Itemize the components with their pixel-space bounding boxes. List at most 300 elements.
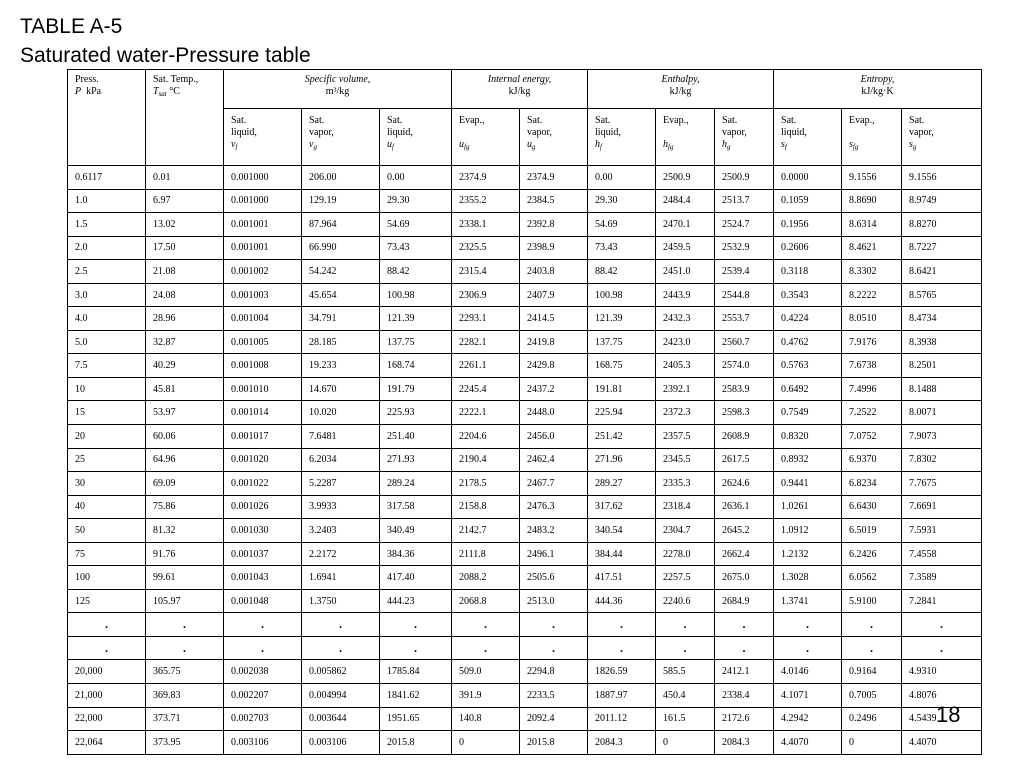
table-cell: 6.0562 (842, 566, 902, 590)
table-cell: 168.74 (380, 354, 452, 378)
table-cell: 444.36 (588, 589, 656, 613)
table-cell: 7.3589 (902, 566, 982, 590)
table-label: TABLE A-5 (20, 15, 123, 38)
table-cell: 0.7549 (774, 401, 842, 425)
header-internal-energy: Internal energy, kJ/kg (452, 70, 588, 109)
table-cell: 2432.3 (656, 307, 715, 331)
table-cell: 8.8690 (842, 189, 902, 213)
table-cell: 88.42 (380, 260, 452, 284)
table-cell: 129.19 (302, 189, 380, 213)
table-cell: 0.9441 (774, 472, 842, 496)
table-cell: 0.3118 (774, 260, 842, 284)
table-cell: 206.00 (302, 166, 380, 190)
table-cell: 2553.7 (715, 307, 774, 331)
table-cell: 0.1956 (774, 213, 842, 237)
table-cell: 0.004994 (302, 684, 380, 708)
table-cell: 7.0752 (842, 425, 902, 449)
table-cell: 2392.1 (656, 377, 715, 401)
table-row (68, 613, 982, 637)
table-cell: 373.95 (146, 731, 224, 755)
table-row (68, 660, 982, 684)
table-cell: . (452, 613, 520, 637)
table-cell: 7.9176 (842, 330, 902, 354)
table-cell: 0.002703 (224, 707, 302, 731)
table-cell: . (774, 613, 842, 637)
table-cell: 2068.8 (452, 589, 520, 613)
table-cell: 1841.62 (380, 684, 452, 708)
table-cell: 2.0 (68, 236, 146, 260)
table-cell: 1.0912 (774, 519, 842, 543)
table-cell: 4.1071 (774, 684, 842, 708)
table-cell: 81.32 (146, 519, 224, 543)
table-cell: . (380, 613, 452, 637)
table-cell: 9.1556 (842, 166, 902, 190)
table-cell: 3.9933 (302, 495, 380, 519)
table-cell: 2233.5 (520, 684, 588, 708)
table-cell: 8.6314 (842, 213, 902, 237)
table-cell: 2598.3 (715, 401, 774, 425)
subheader-cell: Sat. vapor, $h_g$ (715, 109, 774, 166)
table-cell: 2412.1 (715, 660, 774, 684)
header-sat-temp: Sat. Temp., $T_{sat}$ °C (146, 70, 224, 166)
table-cell: 0.4224 (774, 307, 842, 331)
table-cell: 2204.6 (452, 425, 520, 449)
table-cell: 137.75 (380, 330, 452, 354)
table-cell: 100 (68, 566, 146, 590)
table-cell: 2407.9 (520, 283, 588, 307)
table-cell: . (380, 636, 452, 660)
table-cell: . (656, 613, 715, 637)
table-cell: 0.0000 (774, 166, 842, 190)
table-cell: 1785.84 (380, 660, 452, 684)
table-cell: 289.24 (380, 472, 452, 496)
table-cell: 7.8302 (902, 448, 982, 472)
table-cell: 2084.3 (715, 731, 774, 755)
table-cell: 40.29 (146, 354, 224, 378)
table-cell: 2448.0 (520, 401, 588, 425)
table-row (68, 684, 982, 708)
table-cell: 140.8 (452, 707, 520, 731)
table-cell: 0.001026 (224, 495, 302, 519)
table-cell: 2111.8 (452, 542, 520, 566)
table-cell: . (520, 613, 588, 637)
table-cell: . (68, 613, 146, 637)
table-cell: 0.003106 (224, 731, 302, 755)
table-cell: 8.0510 (842, 307, 902, 331)
table-cell: 7.5931 (902, 519, 982, 543)
table-cell: 6.9370 (842, 448, 902, 472)
table-cell: 4.2942 (774, 707, 842, 731)
page-number: 18 (936, 702, 961, 727)
table-cell: 0.001005 (224, 330, 302, 354)
table-cell: 0.001003 (224, 283, 302, 307)
table-cell: . (715, 613, 774, 637)
table-cell: 91.76 (146, 542, 224, 566)
table-cell: . (520, 636, 588, 660)
header-pressure: Press. P kPa (68, 70, 146, 166)
table-cell: 2345.5 (656, 448, 715, 472)
table-cell: 2524.7 (715, 213, 774, 237)
table-row (68, 425, 982, 449)
table-cell: 2505.6 (520, 566, 588, 590)
table-cell: 161.5 (656, 707, 715, 731)
table-cell: 22,000 (68, 707, 146, 731)
table-cell: 88.42 (588, 260, 656, 284)
table-cell: 1.6941 (302, 566, 380, 590)
table-row (68, 636, 982, 660)
table-cell: 22,064 (68, 731, 146, 755)
table-cell: 0.8932 (774, 448, 842, 472)
table-cell: 2414.5 (520, 307, 588, 331)
table-cell: 20 (68, 425, 146, 449)
table-cell: 2560.7 (715, 330, 774, 354)
table-cell: 105.97 (146, 589, 224, 613)
table-cell: 2532.9 (715, 236, 774, 260)
table-cell: 7.2841 (902, 589, 982, 613)
table-cell: 10 (68, 377, 146, 401)
table-cell: 45.654 (302, 283, 380, 307)
table-cell: 21,000 (68, 684, 146, 708)
table-cell: . (656, 636, 715, 660)
table-cell: 2172.6 (715, 707, 774, 731)
table-cell: 30 (68, 472, 146, 496)
table-cell: 2293.1 (452, 307, 520, 331)
table-cell: . (588, 636, 656, 660)
table-cell: 2544.8 (715, 283, 774, 307)
table-cell: 4.4070 (902, 731, 982, 755)
table-cell: . (302, 613, 380, 637)
table-cell: 2278.0 (656, 542, 715, 566)
table-cell: 2467.7 (520, 472, 588, 496)
table-cell: 2325.5 (452, 236, 520, 260)
table-row (68, 707, 982, 731)
table-cell: 0.1059 (774, 189, 842, 213)
table-cell: 2355.2 (452, 189, 520, 213)
table-cell: 32.87 (146, 330, 224, 354)
table-cell: 7.7675 (902, 472, 982, 496)
subheader-cell: Evap., $h_{fg}$ (656, 109, 715, 166)
table-cell: 24.08 (146, 283, 224, 307)
table-cell: 60.06 (146, 425, 224, 449)
table-cell: . (146, 613, 224, 637)
table-cell: 2500.9 (656, 166, 715, 190)
table-cell: 2357.5 (656, 425, 715, 449)
table-cell: 2636.1 (715, 495, 774, 519)
table-cell: 50 (68, 519, 146, 543)
table-cell: 2403.8 (520, 260, 588, 284)
table-row (68, 519, 982, 543)
table-cell: 6.8234 (842, 472, 902, 496)
table-row (68, 401, 982, 425)
table-cell: 2338.1 (452, 213, 520, 237)
table-cell: 87.964 (302, 213, 380, 237)
table-cell: 2.2172 (302, 542, 380, 566)
table-cell: 1.3741 (774, 589, 842, 613)
table-cell: 2451.0 (656, 260, 715, 284)
table-cell: 2092.4 (520, 707, 588, 731)
subheader-cell: Sat. liquid, $v_f$ (224, 109, 302, 166)
table-row (68, 472, 982, 496)
table-cell: 2405.3 (656, 354, 715, 378)
table-cell: 7.6738 (842, 354, 902, 378)
table-cell: 8.0071 (902, 401, 982, 425)
table-cell: 54.242 (302, 260, 380, 284)
table-cell: 2513.0 (520, 589, 588, 613)
table-cell: 0.4762 (774, 330, 842, 354)
table-cell: 2470.1 (656, 213, 715, 237)
table-cell: 125 (68, 589, 146, 613)
table-cell: 7.4558 (902, 542, 982, 566)
table-cell: 0.8320 (774, 425, 842, 449)
table-cell: . (224, 636, 302, 660)
table-cell: 8.3302 (842, 260, 902, 284)
table-cell: 2496.1 (520, 542, 588, 566)
table-cell: 8.2501 (902, 354, 982, 378)
table-cell: 2684.9 (715, 589, 774, 613)
table-cell: 251.42 (588, 425, 656, 449)
table-cell: . (902, 636, 982, 660)
table-cell: 66.990 (302, 236, 380, 260)
subheader-cell: Sat. vapor, $s_g$ (902, 109, 982, 166)
table-cell: 10.020 (302, 401, 380, 425)
table-cell: 1.0261 (774, 495, 842, 519)
table-cell: 2338.4 (715, 684, 774, 708)
table-cell: 340.49 (380, 519, 452, 543)
table-cell: 2617.5 (715, 448, 774, 472)
table-cell: 2500.9 (715, 166, 774, 190)
table-row (68, 495, 982, 519)
table-cell: 585.5 (656, 660, 715, 684)
table-cell: 271.93 (380, 448, 452, 472)
table-cell: 2315.4 (452, 260, 520, 284)
table-row (68, 236, 982, 260)
table-cell: 2240.6 (656, 589, 715, 613)
table-cell: 0.003644 (302, 707, 380, 731)
table-cell: 0.001043 (224, 566, 302, 590)
table-cell: 4.8076 (902, 684, 982, 708)
header-enthalpy: Enthalpy, kJ/kg (588, 70, 774, 109)
table-cell: 2645.2 (715, 519, 774, 543)
table-cell: 2483.2 (520, 519, 588, 543)
subheader-cell: Evap., $u_{fg}$ (452, 109, 520, 166)
table-cell: 2423.0 (656, 330, 715, 354)
table-row (68, 283, 982, 307)
saturated-water-pressure-table (67, 69, 982, 755)
table-cell: 53.97 (146, 401, 224, 425)
table-cell: 0.2606 (774, 236, 842, 260)
table-cell: 137.75 (588, 330, 656, 354)
table-cell: 2088.2 (452, 566, 520, 590)
table-cell: 8.8270 (902, 213, 982, 237)
subheader-cell: Sat. liquid, $h_f$ (588, 109, 656, 166)
table-cell: 384.36 (380, 542, 452, 566)
table-cell: 0.2496 (842, 707, 902, 731)
table-cell: 1951.65 (380, 707, 452, 731)
table-cell: 0.001000 (224, 189, 302, 213)
table-cell: 365.75 (146, 660, 224, 684)
table-cell: 28.96 (146, 307, 224, 331)
table-cell: 317.58 (380, 495, 452, 519)
table-cell: 54.69 (380, 213, 452, 237)
table-cell: 34.791 (302, 307, 380, 331)
table-row (68, 330, 982, 354)
table-row (68, 731, 982, 755)
table-cell: 0.7005 (842, 684, 902, 708)
table-row (68, 307, 982, 331)
table-cell: 29.30 (380, 189, 452, 213)
table-cell: 4.9310 (902, 660, 982, 684)
table-cell: 40 (68, 495, 146, 519)
table-cell: 14.670 (302, 377, 380, 401)
table-cell: . (774, 636, 842, 660)
table-cell: 384.44 (588, 542, 656, 566)
table-cell: 0.001004 (224, 307, 302, 331)
table-cell: 2011.12 (588, 707, 656, 731)
table-cell: . (842, 636, 902, 660)
table-cell: 0.001048 (224, 589, 302, 613)
table-cell: 5.2287 (302, 472, 380, 496)
table-cell: 2384.5 (520, 189, 588, 213)
table-cell: . (588, 613, 656, 637)
table-cell: 17.50 (146, 236, 224, 260)
table-cell: 75.86 (146, 495, 224, 519)
table-cell: 8.1488 (902, 377, 982, 401)
table-cell: . (302, 636, 380, 660)
table-cell: 4.0146 (774, 660, 842, 684)
table-cell: 2462.4 (520, 448, 588, 472)
table-cell: 8.9749 (902, 189, 982, 213)
table-cell: 2574.0 (715, 354, 774, 378)
table-row (68, 448, 982, 472)
table-cell: 2443.9 (656, 283, 715, 307)
table-cell: 225.93 (380, 401, 452, 425)
table-row (68, 566, 982, 590)
table-cell: 2374.9 (452, 166, 520, 190)
table-cell: 1.0 (68, 189, 146, 213)
table-cell: 6.6430 (842, 495, 902, 519)
table-cell: 340.54 (588, 519, 656, 543)
table-cell: 2624.6 (715, 472, 774, 496)
table-cell: 417.51 (588, 566, 656, 590)
table-cell: 3.0 (68, 283, 146, 307)
table-cell: 6.2034 (302, 448, 380, 472)
table-cell: 0.9164 (842, 660, 902, 684)
table-cell: 2392.8 (520, 213, 588, 237)
table-cell: . (146, 636, 224, 660)
table-row (68, 189, 982, 213)
table-cell: 8.3938 (902, 330, 982, 354)
table-cell: 2282.1 (452, 330, 520, 354)
table-cell: 289.27 (588, 472, 656, 496)
table-cell: 8.4621 (842, 236, 902, 260)
table-cell: 1.5 (68, 213, 146, 237)
table-cell: 191.79 (380, 377, 452, 401)
table-cell: 2245.4 (452, 377, 520, 401)
table-cell: 69.09 (146, 472, 224, 496)
table-cell: 2142.7 (452, 519, 520, 543)
table-cell: 225.94 (588, 401, 656, 425)
table-cell: 2304.7 (656, 519, 715, 543)
table-cell: 8.4734 (902, 307, 982, 331)
subheader-cell: Evap., $s_{fg}$ (842, 109, 902, 166)
table-cell: 0.001001 (224, 213, 302, 237)
table-cell: 1.3750 (302, 589, 380, 613)
subheader-cell: Sat. vapor, $u_g$ (520, 109, 588, 166)
table-cell: 0.001010 (224, 377, 302, 401)
table-row (68, 260, 982, 284)
table-cell: 271.96 (588, 448, 656, 472)
table-cell: 2374.9 (520, 166, 588, 190)
table-cell: 0 (842, 731, 902, 755)
table-cell: 0.003106 (302, 731, 380, 755)
table-cell: 2662.4 (715, 542, 774, 566)
table-cell: 20,000 (68, 660, 146, 684)
table-cell: 21.08 (146, 260, 224, 284)
table-cell: 4.0 (68, 307, 146, 331)
table-cell: 2484.4 (656, 189, 715, 213)
table-cell: 2583.9 (715, 377, 774, 401)
table-cell: 1826.59 (588, 660, 656, 684)
table-cell: 7.4996 (842, 377, 902, 401)
table-cell: 7.6481 (302, 425, 380, 449)
table-cell: 7.5 (68, 354, 146, 378)
table-row (68, 377, 982, 401)
table-cell: 0 (452, 731, 520, 755)
table-cell: 19.233 (302, 354, 380, 378)
table-cell: 1.2132 (774, 542, 842, 566)
table-cell: 73.43 (380, 236, 452, 260)
table-cell: 2261.1 (452, 354, 520, 378)
table-cell: 7.2522 (842, 401, 902, 425)
table-cell: 121.39 (380, 307, 452, 331)
table-cell: 0.001020 (224, 448, 302, 472)
table-body (68, 166, 982, 755)
table-cell: 0.001037 (224, 542, 302, 566)
table-cell: 1.3028 (774, 566, 842, 590)
table-row (68, 354, 982, 378)
table-cell: 7.6691 (902, 495, 982, 519)
table-cell: 191.81 (588, 377, 656, 401)
table-cell: 251.40 (380, 425, 452, 449)
table-cell: 2398.9 (520, 236, 588, 260)
table-cell: 1887.97 (588, 684, 656, 708)
table-cell: 2222.1 (452, 401, 520, 425)
table-cell: 15 (68, 401, 146, 425)
table-cell: 2015.8 (380, 731, 452, 755)
table-cell: 0.001001 (224, 236, 302, 260)
table-row (68, 213, 982, 237)
table-cell: 75 (68, 542, 146, 566)
table-cell: 0.5763 (774, 354, 842, 378)
table-row (68, 542, 982, 566)
table-cell: 8.7227 (902, 236, 982, 260)
table-cell: 0.6117 (68, 166, 146, 190)
table-cell: 2429.8 (520, 354, 588, 378)
table-cell: 369.83 (146, 684, 224, 708)
table-cell: 0.002207 (224, 684, 302, 708)
table-cell: 0.3543 (774, 283, 842, 307)
table-cell: 2178.5 (452, 472, 520, 496)
table-cell: 28.185 (302, 330, 380, 354)
table-cell: 2294.8 (520, 660, 588, 684)
table-cell: 417.40 (380, 566, 452, 590)
table-cell: . (715, 636, 774, 660)
table-cell: 2158.8 (452, 495, 520, 519)
table-cell: 0.01 (146, 166, 224, 190)
table-cell: 2476.3 (520, 495, 588, 519)
table-cell: 99.61 (146, 566, 224, 590)
table-cell: 2015.8 (520, 731, 588, 755)
